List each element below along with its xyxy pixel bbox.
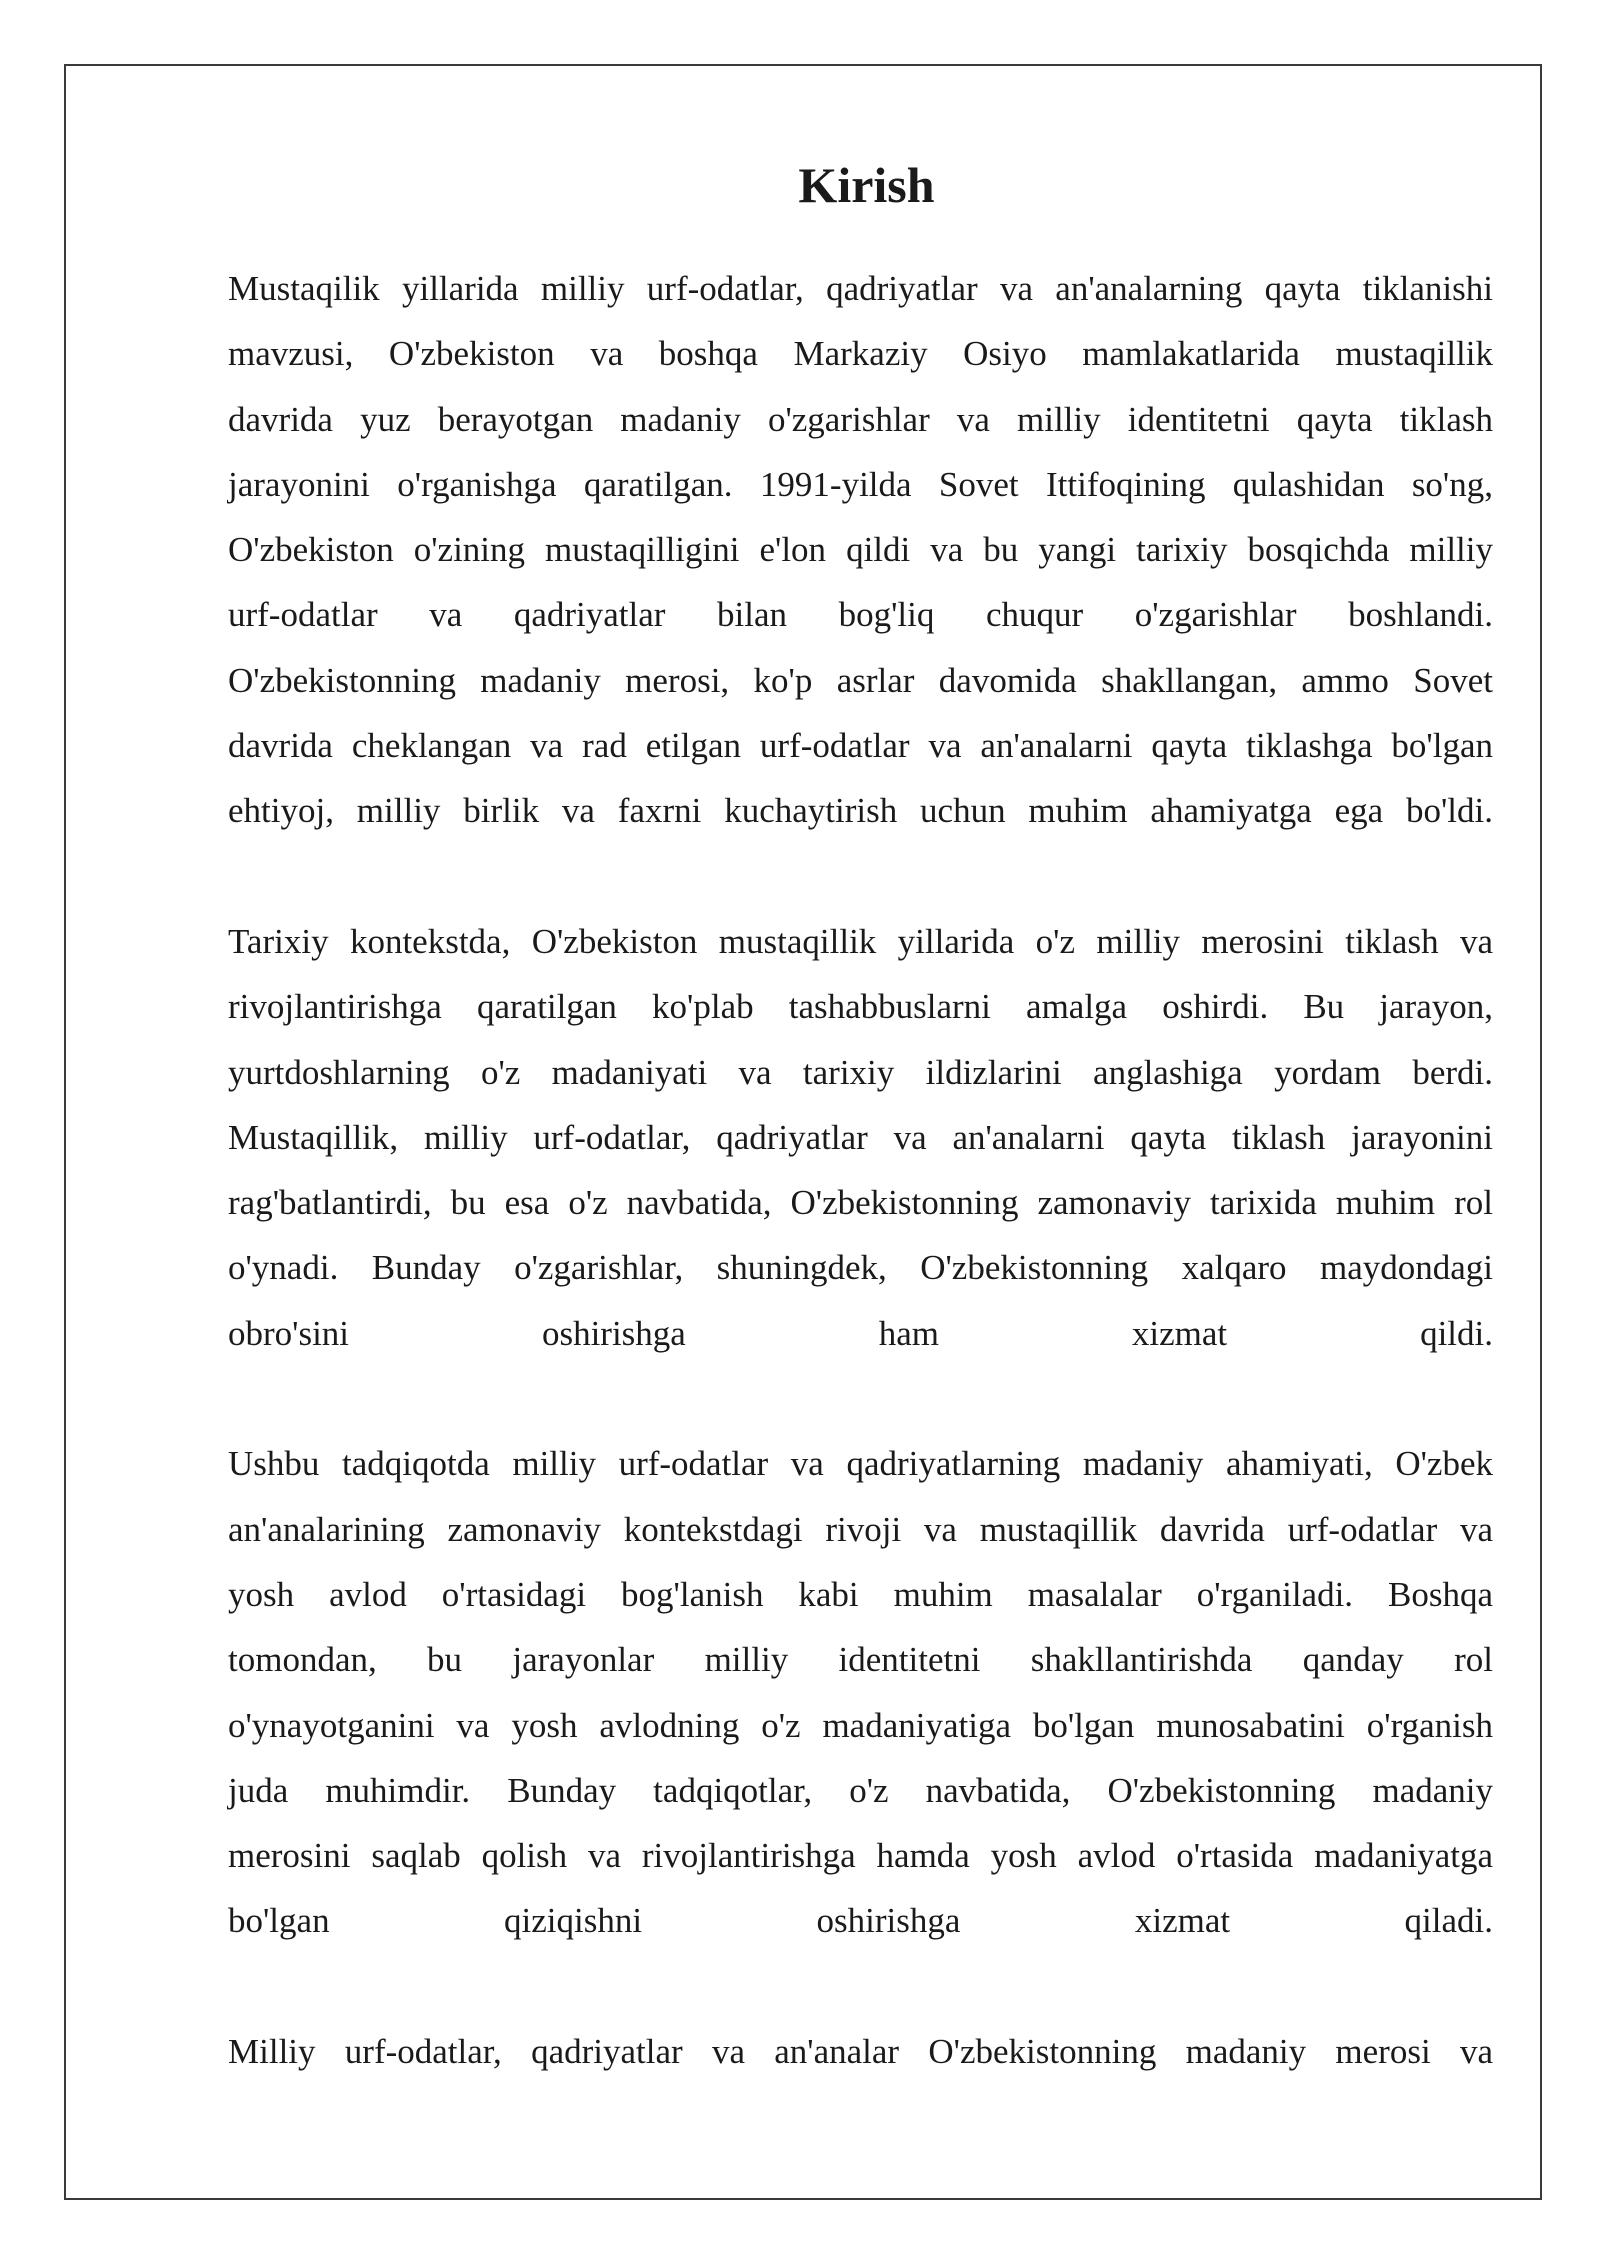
document-title: Kirish [798,157,935,213]
paragraph-line: davrida yuz berayotgan madaniy o'zgarishlar va milliy identitetni qayta tiklash [228,399,1493,439]
paragraph-line: rivojlantirishga qaratilgan ko'plab tashabbuslarni amalga oshirdi. Bu jarayon, [228,987,1493,1027]
paragraph [228,256,1493,844]
paragraph-line: Mustaqilik yillarida milliy urf-odatlar, qadriyatlar va an'analarning qayta tiklanishi [228,269,1493,308]
paragraph-line: an'analarining zamonaviy kontekstdagi rivoji va mustaqillik davrida urf-odatlar va [228,1509,1493,1549]
paragraph-line: O'zbekiston o'zining mustaqilligini e'lon qildi va bu yangi tarixiy bosqichda milliy [228,530,1493,570]
paragraphs-container [228,256,1493,2084]
paragraph-line: O'zbekistonning madaniy merosi, ko'p asrlar davomida shakllangan, ammo Sovet [228,660,1493,700]
paragraph-line: mavzusi, O'zbekiston va boshqa Markaziy Osiyo mamlakatlarida mustaqillik [228,334,1493,374]
paragraph-line: davrida cheklangan va rad etilgan urf-odatlar va an'analarni qayta tiklashga bo'lgan [228,726,1493,766]
paragraph-line: o'ynayotganini va yosh avlodning o'z madaniyatiga bo'lgan munosabatini o'rganish [228,1705,1493,1745]
paragraph-line: bo'lgan qiziqishni oshirishga xizmat qiladi. [228,1901,1493,1941]
paragraph [228,909,1493,1366]
paragraph-line: urf-odatlar va qadriyatlar bilan bog'liq chuqur o'zgarishlar boshlandi. [228,595,1493,635]
paragraph-line: juda muhimdir. Bunday tadqiqotlar, o'z navbatida, O'zbekistonning madaniy [228,1770,1493,1810]
paragraph [228,2019,1493,2084]
paragraph-line: Mustaqillik, milliy urf-odatlar, qadriyatlar va an'analarni qayta tiklash jarayonini [228,1117,1493,1157]
paragraph-line: jarayonini o'rganishga qaratilgan. 1991-yilda Sovet Ittifoqining qulashidan so'ng, [228,464,1493,504]
paragraph-line: tomondan, bu jarayonlar milliy identitetni shakllantirishda qanday rol [228,1640,1493,1680]
paragraph-line: rag'batlantirdi, bu esa o'z navbatida, O'zbekistonning zamonaviy tarixida muhim rol [228,1183,1493,1223]
paragraph-line: Ushbu tadqiqotda milliy urf-odatlar va qadriyatlarning madaniy ahamiyati, O'zbek [228,1444,1493,1484]
paragraph-line: obro'sini oshirishga ham xizmat qildi. [228,1313,1493,1353]
paragraph-line: yosh avlod o'rtasidagi bog'lanish kabi muhim masalalar o'rganiladi. Boshqa [228,1574,1493,1614]
paragraph-line: merosini saqlab qolish va rivojlantirishga hamda yosh avlod o'rtasida madaniyatga [228,1836,1493,1876]
paragraph-line: Milliy urf-odatlar, qadriyatlar va an'analar O'zbekistonning madaniy merosi va [228,2032,1493,2072]
paragraph-line: yurtdoshlarning o'z madaniyati va tarixiy ildizlarini anglashiga yordam berdi. [228,1052,1493,1092]
document-body [228,148,1493,2150]
paragraph [228,1431,1493,1953]
paragraph-line: ehtiyoj, milliy birlik va faxrni kuchaytirish uchun muhim ahamiyatga ega bo'ldi. [228,791,1493,831]
paragraph-line: Tarixiy kontekstda, O'zbekiston mustaqillik yillarida o'z milliy merosini tiklash va [228,921,1493,961]
paragraph-line: o'ynadi. Bunday o'zgarishlar, shuningdek, O'zbekistonning xalqaro maydondagi [228,1248,1493,1288]
